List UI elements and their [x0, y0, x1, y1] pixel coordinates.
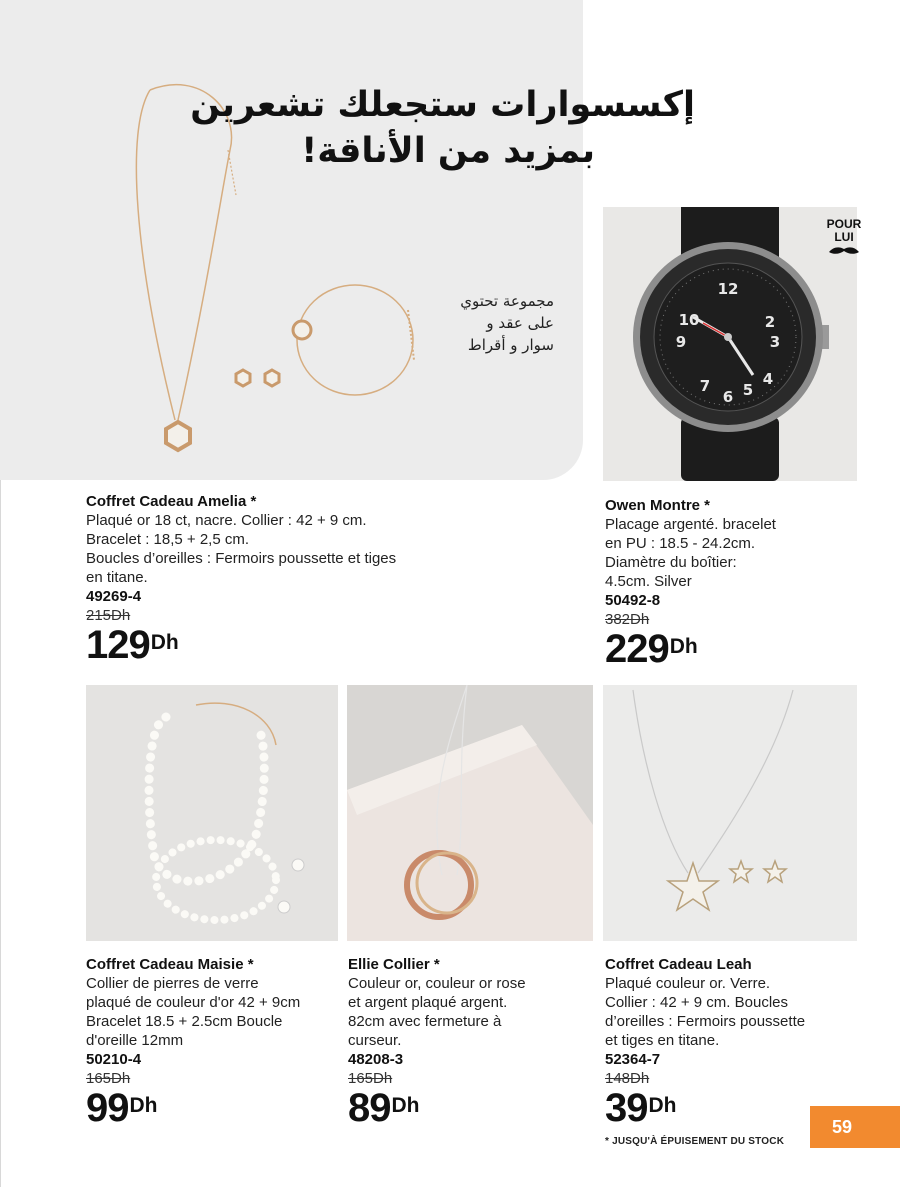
description-line: Plaqué couleur or. Verre. — [605, 975, 771, 992]
product-description — [605, 974, 865, 1050]
product-name: Coffret Cadeau Amelia * — [86, 493, 257, 510]
description-line: et argent plaqué argent. — [348, 994, 508, 1011]
description-line: d’oreilles : Fermoirs poussette — [605, 1013, 806, 1030]
product-maisie — [86, 955, 346, 1128]
product-name: Ellie Collier * — [348, 956, 440, 973]
price-currency: Dh — [648, 1094, 677, 1117]
description-line: Diamètre du boîtier: — [605, 554, 737, 571]
pour-lui-badge — [816, 218, 872, 256]
price-value: 89 — [348, 1086, 391, 1130]
old-price: 382Dh — [605, 611, 650, 628]
price — [86, 625, 486, 665]
product-code: 50210-4 — [86, 1051, 142, 1068]
description-line: 82cm avec fermeture à — [348, 1013, 502, 1030]
svg-text:12: 12 — [717, 280, 739, 298]
product-code: 48208-3 — [348, 1051, 404, 1068]
svg-text:9: 9 — [675, 333, 687, 351]
old-price: 165Dh — [86, 1070, 131, 1087]
ring-necklace-illustration — [347, 685, 593, 941]
description-line: curseur. — [348, 1032, 402, 1049]
svg-text:4: 4 — [762, 370, 774, 388]
svg-text:2: 2 — [764, 313, 776, 331]
product-code: 52364-7 — [605, 1051, 661, 1068]
mustache-icon — [829, 246, 859, 256]
hero-subtitle — [440, 290, 554, 356]
svg-text:10: 10 — [678, 311, 700, 329]
maisie-set-photo — [86, 685, 338, 941]
product-code: 50492-8 — [605, 592, 661, 609]
product-amelia — [86, 492, 486, 665]
price-value: 99 — [86, 1086, 129, 1130]
hero-panel — [0, 0, 583, 480]
price-value: 229 — [605, 627, 669, 671]
description-line: Bracelet 18.5 + 2.5cm Boucle — [86, 1013, 283, 1030]
description-line: en PU : 18.5 - 24.2cm. — [605, 535, 756, 552]
price-currency: Dh — [391, 1094, 420, 1117]
description-line: et tiges en titane. — [605, 1032, 720, 1049]
price-value: 39 — [605, 1086, 648, 1130]
price — [348, 1088, 598, 1128]
price-value: 129 — [86, 623, 150, 667]
product-owen — [605, 496, 885, 669]
description-line: Bracelet : 18,5 + 2,5 cm. — [86, 531, 250, 548]
amelia-set-illustration — [0, 0, 583, 480]
hero-subtitle-line-1: مجموعة تحتوي — [460, 292, 554, 310]
ellie-necklace-photo — [347, 685, 593, 941]
price-currency: Dh — [129, 1094, 158, 1117]
old-price: 165Dh — [348, 1070, 393, 1087]
svg-text:5: 5 — [742, 381, 754, 399]
description-line: Plaqué or 18 ct, nacre. Collier : 42 + 9 cm. — [86, 512, 367, 529]
product-description — [86, 974, 346, 1050]
price-currency: Dh — [150, 631, 179, 654]
price — [605, 629, 885, 669]
description-line: Placage argenté. bracelet — [605, 516, 776, 533]
product-description — [348, 974, 598, 1050]
leah-set-photo — [603, 685, 857, 941]
description-line: d'oreille 12mm — [86, 1032, 184, 1049]
price-currency: Dh — [669, 635, 698, 658]
product-description — [86, 511, 486, 587]
product-name: Owen Montre * — [605, 497, 711, 514]
product-description — [605, 515, 885, 591]
product-name: Coffret Cadeau Maisie * — [86, 956, 254, 973]
pearl-necklace-illustration — [86, 685, 338, 941]
stock-footnote: * JUSQU'À ÉPUISEMENT DU STOCK — [605, 1136, 785, 1147]
old-price: 215Dh — [86, 607, 131, 624]
product-ellie — [348, 955, 598, 1128]
hero-subtitle-line-3: سوار و أقراط — [467, 336, 554, 354]
description-line: en titane. — [86, 569, 148, 586]
star-necklace-illustration — [603, 685, 857, 941]
svg-text:3: 3 — [769, 333, 781, 351]
price — [86, 1088, 346, 1128]
description-line: Couleur or, couleur or rose — [348, 975, 526, 992]
product-leah — [605, 955, 865, 1128]
description-line: Boucles d’oreilles : Fermoirs poussette et tiges — [86, 550, 397, 567]
hero-title-line-1: إكسسوارات ستجعلك تشعرين — [190, 85, 695, 125]
old-price: 148Dh — [605, 1070, 650, 1087]
svg-text:7: 7 — [699, 377, 711, 395]
description-line: Collier de pierres de verre — [86, 975, 259, 992]
hero-title — [175, 82, 695, 174]
product-name: Coffret Cadeau Leah — [605, 956, 752, 973]
page-number: 59 — [810, 1106, 900, 1148]
description-line: 4.5cm. Silver — [605, 573, 692, 590]
badge-line-2: LUI — [834, 230, 854, 244]
description-line: Collier : 42 + 9 cm. Boucles — [605, 994, 788, 1011]
hero-title-line-2: بمزيد من الأناقة! — [301, 131, 595, 171]
hero-subtitle-line-2: على عقد و — [486, 314, 554, 332]
description-line: plaqué de couleur d'or 42 + 9cm — [86, 994, 301, 1011]
product-code: 49269-4 — [86, 588, 142, 605]
svg-text:6: 6 — [722, 388, 734, 406]
badge-line-1: POUR — [826, 217, 862, 231]
